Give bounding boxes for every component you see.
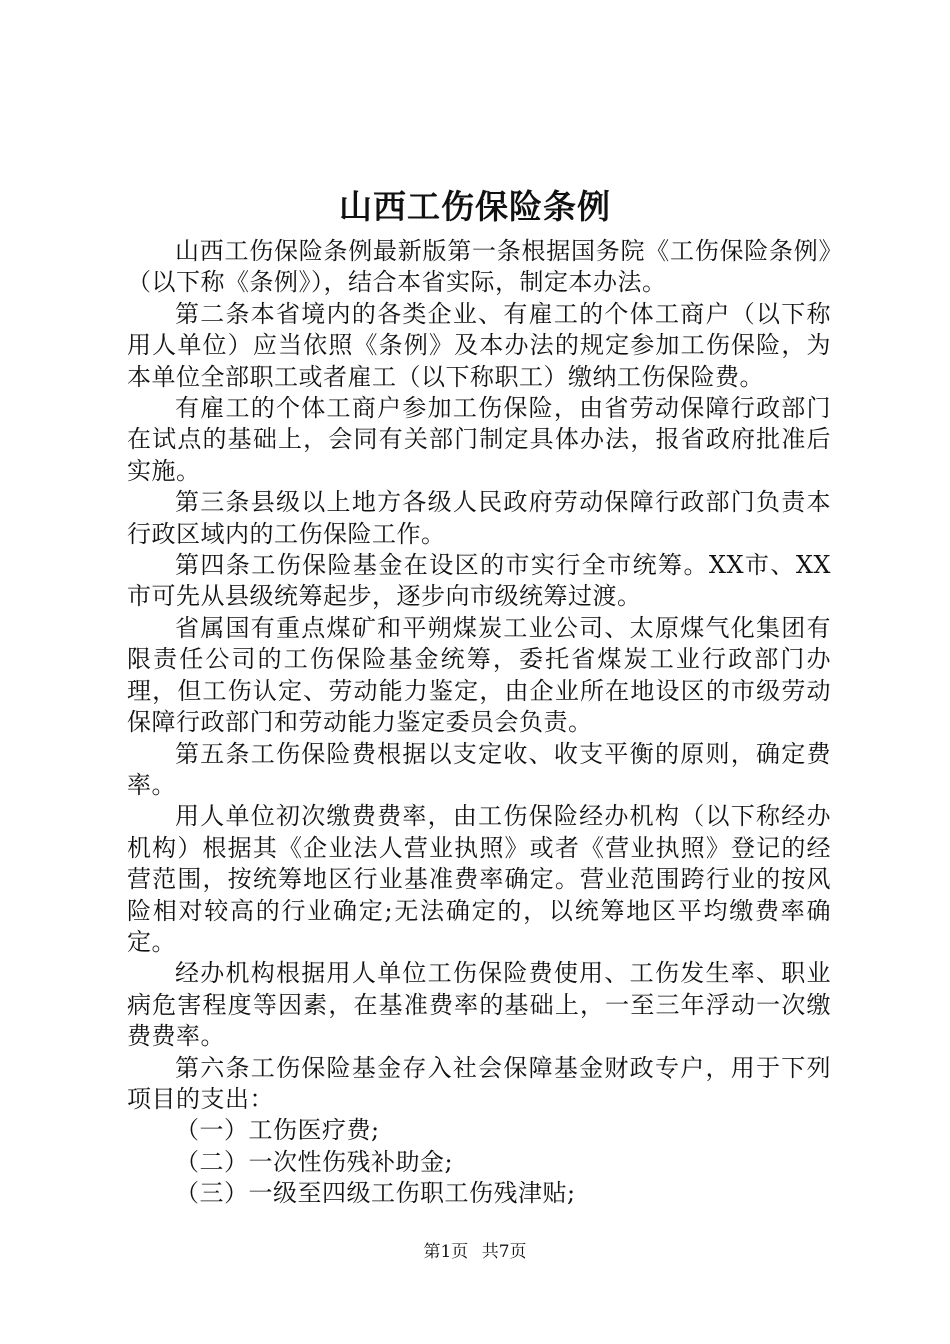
paragraph: 第六条工伤保险基金存入社会保障基金财政专户，用于下列项目的支出：	[127, 1053, 831, 1113]
page-footer	[0, 1240, 950, 1264]
list-item: （二）一次性伤残补助金;	[175, 1147, 454, 1176]
list-item: （一）工伤医疗费;	[175, 1116, 380, 1145]
paragraph: 第三条县级以上地方各级人民政府劳动保障行政部门负责本行政区域内的工伤保险工作。	[127, 488, 831, 548]
paragraph: 经办机构根据用人单位工伤保险费使用、工伤发生率、职业病危害程度等因素，在基准费率的基础上，一至三年浮动一次缴费费率。	[127, 959, 831, 1051]
paragraph: 第五条工伤保险费根据以支定收、收支平衡的原则，确定费率。	[127, 739, 831, 799]
document-title: 山西工伤保险条例	[339, 187, 611, 226]
list-item: （三）一级至四级工伤职工伤残津贴;	[175, 1179, 576, 1208]
paragraph: 山西工伤保险条例最新版第一条根据国务院《工伤保险条例》（以下称《条例》），结合本省实际，制定本办法。	[127, 237, 831, 297]
paragraph: 第二条本省境内的各类企业、有雇工的个体工商户（以下称用人单位）应当依照《条例》及本办法的规定参加工伤保险，为本单位全部职工或者雇工（以下称职工）缴纳工伤保险费。	[127, 299, 831, 391]
document-body	[127, 236, 831, 1210]
paragraph: 有雇工的个体工商户参加工伤保险，由省劳动保障行政部门在试点的基础上，会同有关部门制定具体办法，报省政府批准后实施。	[127, 394, 831, 485]
paragraph: 用人单位初次缴费费率，由工伤保险经办机构（以下称经办机构）根据其《企业法人营业执照》或者《营业执照》登记的经营范围，按统筹地区行业基准费率确定。营业范围跨行业的按风险相对较高的行业确定;无法确定的，以统筹地区平均缴费率确定。	[127, 802, 831, 956]
paragraph: 第四条工伤保险基金在设区的市实行全市统筹。XX市、XX市可先从县级统筹起步，逐步向市级统筹过渡。	[127, 551, 831, 611]
current-page-number: 第1页	[423, 1242, 469, 1262]
total-pages: 共7页	[481, 1242, 527, 1262]
paragraph: 省属国有重点煤矿和平朔煤炭工业公司、太原煤气化集团有限责任公司的工伤保险基金统筹，委托省煤炭工业行政部门办理，但工伤认定、劳动能力鉴定，由企业所在地设区的市级劳动保障行政部门和劳动能力鉴定委员会负责。	[127, 613, 831, 737]
